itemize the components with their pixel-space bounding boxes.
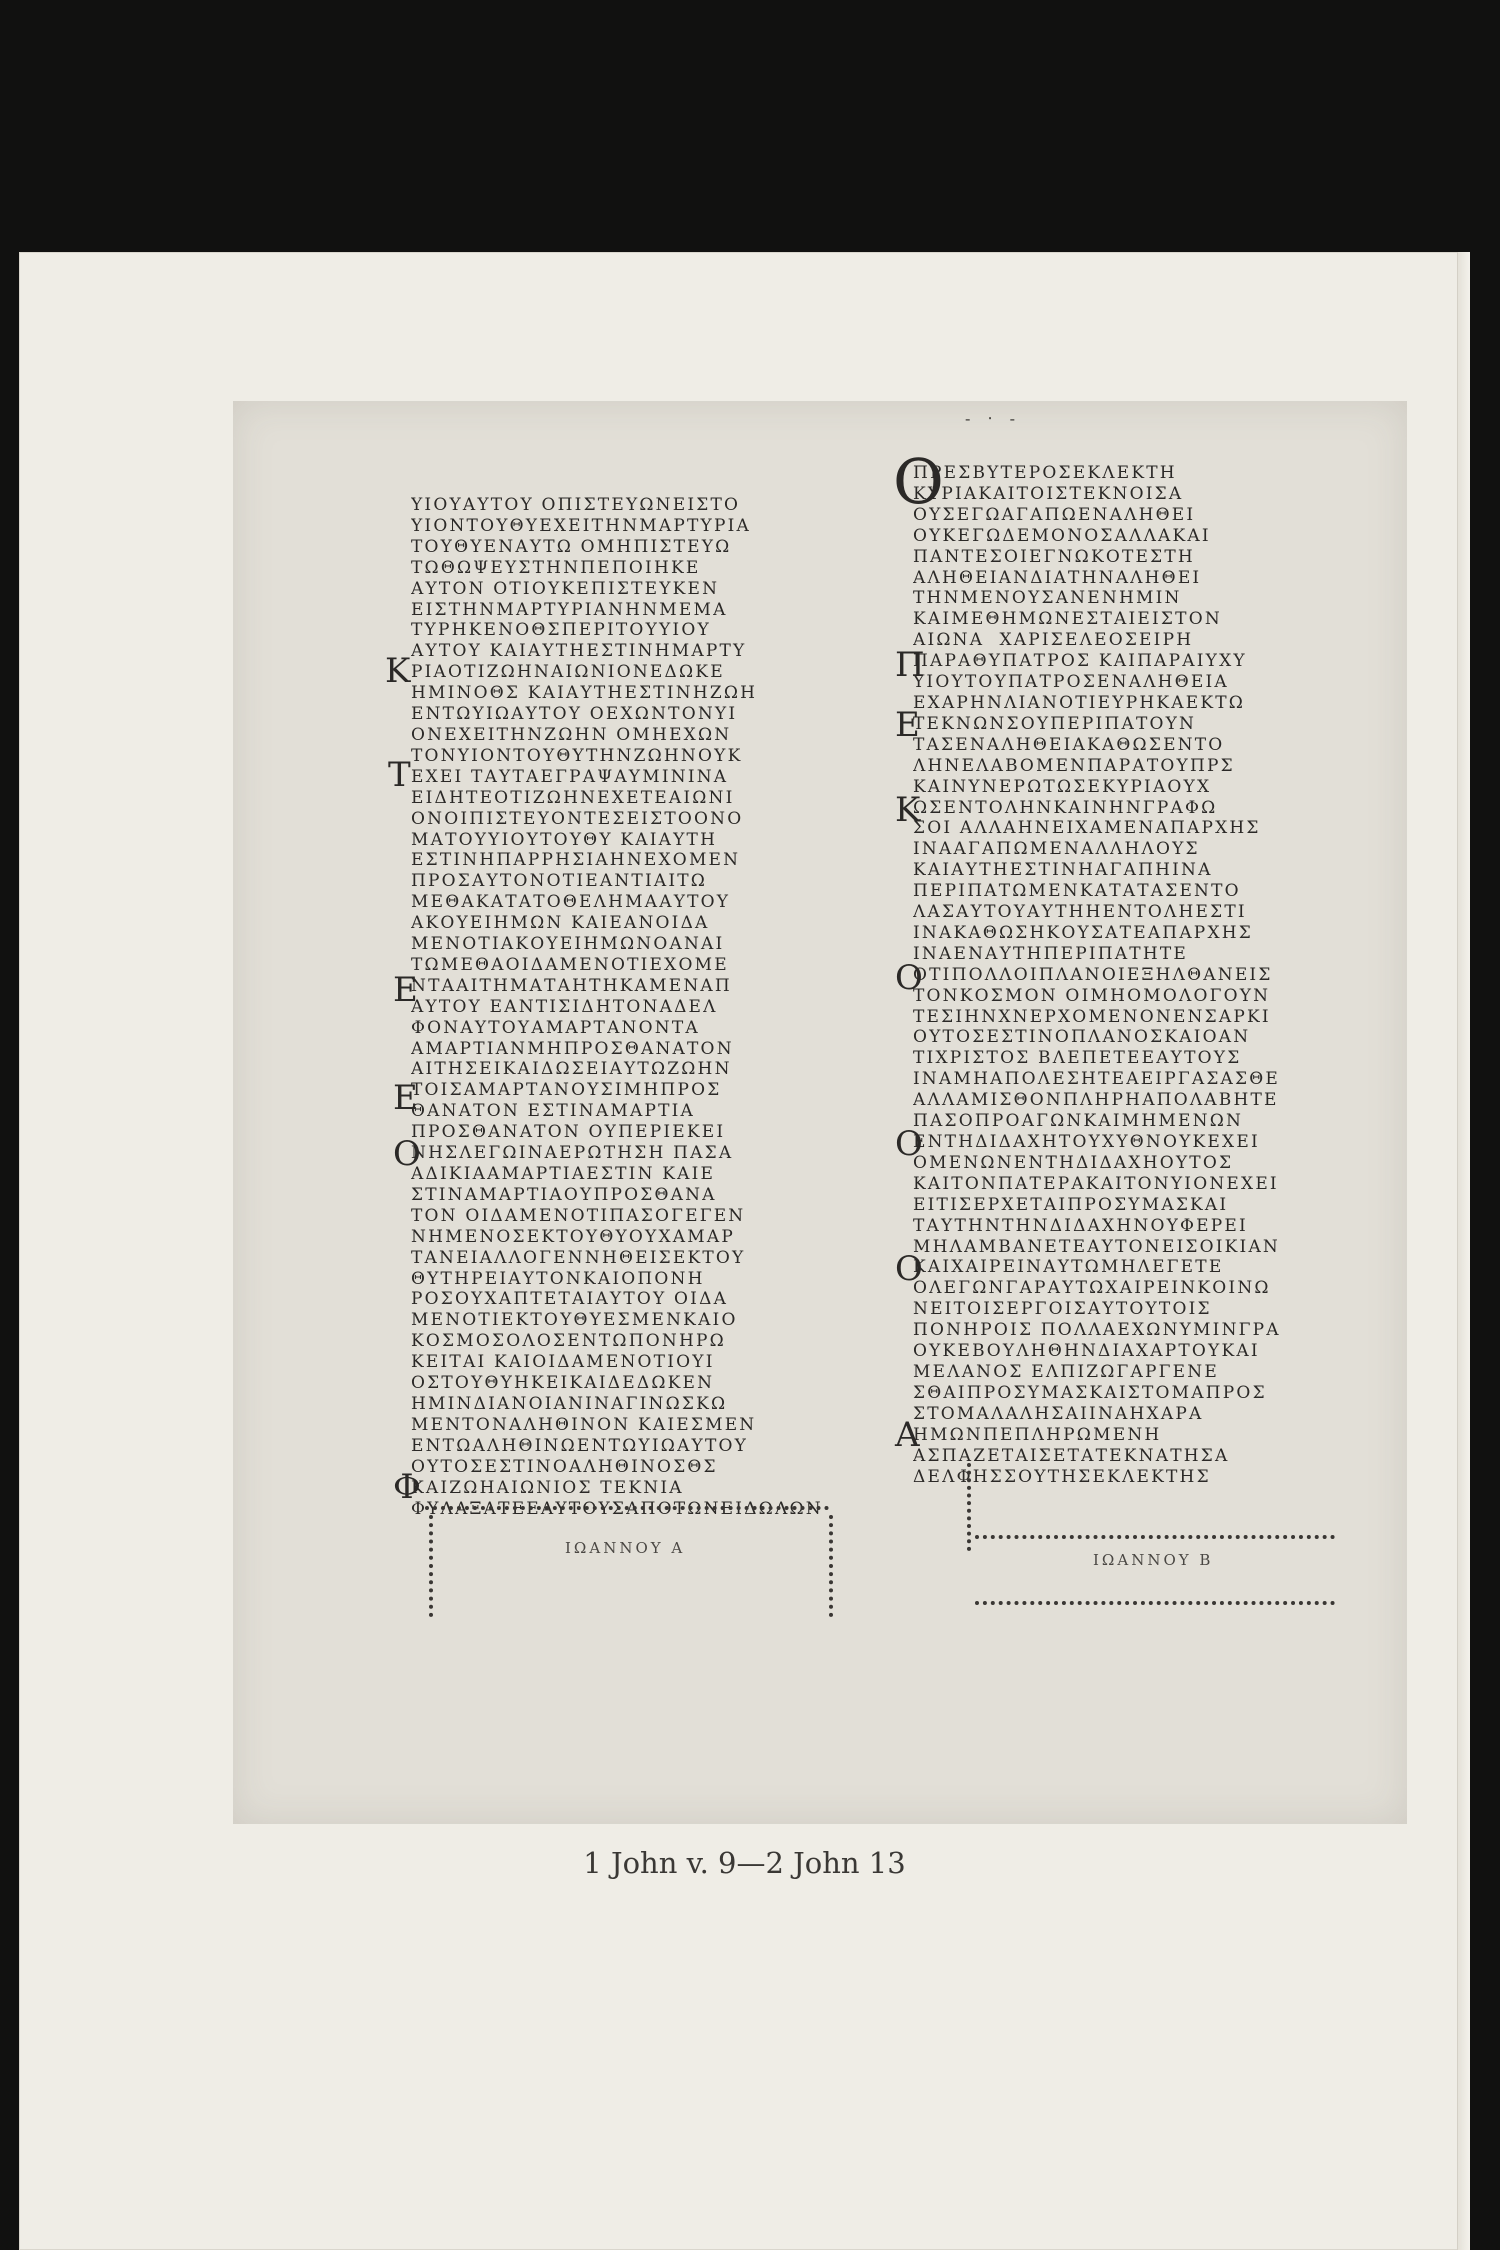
right_column-line: ΕΧΑΡΗΝΛΙΑΝΟΤΙΕΥΡΗΚΑΕΚΤΩ xyxy=(913,692,1246,713)
left_column-line: ΗΜΙΝΟΘΣ ΚΑΙΑΥΤΗΕΣΤΙΝΗΖΩΗ xyxy=(411,683,758,704)
plate-caption: 1 John v. 9—2 John 13 xyxy=(583,1846,906,1880)
left_column-line: ΜΕΝΟΤΙΑΚΟΥΕΙΗΜΩΝΟΑΝΑΙ xyxy=(411,934,725,955)
right_column-line: ΑΙΩΝΑ ΧΑΡΙΣΕΛΕΟΣΕΙΡΗ xyxy=(913,630,1194,651)
manuscript-plate xyxy=(233,401,1407,1824)
right_column-line: ΑΛΗΘΕΙΑΝΔΙΑΤΗΝΑΛΗΘΕΙ xyxy=(913,567,1202,588)
right_column-line: ΟΜΕΝΩΝΕΝΤΗΔΙΔΑΧΗΟΥΤΟΣ xyxy=(913,1152,1234,1173)
left_column-line: ΚΑΙΖΩΗΑΙΩΝΙΟΣ ΤΕΚΝΙΑ xyxy=(411,1477,684,1498)
left_column-line: ΘΥΤΗΡΕΙΑΥΤΟΝΚΑΙΟΠΟΝΗ xyxy=(411,1268,705,1289)
right_column-line: ΙΝΑΕΝΑΥΤΗΠΕΡΙΠΑΤΗΤΕ xyxy=(913,943,1189,964)
right-subscription: ΙΩΑΝΝΟΥ Β xyxy=(1093,1551,1214,1569)
right_column-line: ΠΡΕΣΒΥΤΕΡΟΣΕΚΛΕΚΤΗ xyxy=(913,463,1177,483)
left_column-line: ΤΩΜΕΘΑΟΙΔΑΜΕΝΟΤΙΕΧΟΜΕ xyxy=(411,954,729,975)
right-initial-3: Ε xyxy=(895,705,920,745)
left_column-line: ΑΥΤΟΥ ΚΑΙΑΥΤΗΕΣΤΙΝΗΜΑΡΤΥ xyxy=(411,641,747,662)
right_column-line: ΟΛΕΓΩΝΓΑΡΑΥΤΩΧΑΙΡΕΙΝΚΟΙΝΩ xyxy=(913,1278,1271,1299)
left_column-line: ΟΣΤΟΥΘΥΗΚΕΙΚΑΙΔΕΔΩΚΕΝ xyxy=(411,1373,715,1394)
right_column-line: ΝΕΙΤΟΙΣΕΡΓΟΙΣΑΥΤΟΥΤΟΙΣ xyxy=(913,1299,1212,1320)
left_column-line: ΜΕΝΟΤΙΕΚΤΟΥΘΥΕΣΜΕΝΚΑΙΟ xyxy=(411,1310,738,1331)
right_column-line: ΣΟΙ ΑΛΛΑΗΝΕΙΧΑΜΕΝΑΠΑΡΧΗΣ xyxy=(913,818,1261,839)
left_column-line: ΦΟΝΑΥΤΟΥΑΜΑΡΤΑΝΟΝΤΑ xyxy=(411,1017,700,1038)
left_column-line: ΑΚΟΥΕΙΗΜΩΝ ΚΑΙΕΑΝΟΙΔΑ xyxy=(411,913,710,934)
right_column-line: ΚΑΙΜΕΘΗΜΩΝΕΣΤΑΙΕΙΣΤΟΝ xyxy=(913,609,1222,630)
right_column-line: ΠΕΡΙΠΑΤΩΜΕΝΚΑΤΑΤΑΣΕΝΤΟ xyxy=(913,881,1241,902)
left_column-line: ΕΝΤΩΥΙΩΑΥΤΟΥ ΟΕΧΩΝΤΟΝΥΙ xyxy=(411,704,738,725)
left_column-line: ΑΥΤΟΝ ΟΤΙΟΥΚΕΠΙΣΤΕΥΚΕΝ xyxy=(411,578,720,599)
right_column-line: ΜΕΛΑΝΟΣ ΕΛΠΙΖΩΓΑΡΓΕΝΕ xyxy=(913,1361,1219,1382)
left_column-line: ΕΙΣΤΗΝΜΑΡΤΥΡΙΑΝΗΝΜΕΜΑ xyxy=(411,599,728,620)
right-initial-8: Α xyxy=(895,1415,920,1455)
left_column-line: ΤΟΝΥΙΟΝΤΟΥΘΥΤΗΝΖΩΗΝΟΥΚ xyxy=(411,745,743,766)
right_column-line: ΣΤΟΜΑΛΑΛΗΣΑΙΙΝΑΗΧΑΡΑ xyxy=(913,1403,1204,1424)
right_column-line: ΙΝΑΑΓΑΠΩΜΕΝΑΛΛΗΛΟΥΣ xyxy=(913,839,1200,860)
left-initial-3: Ε xyxy=(393,970,418,1010)
right_column-line: ΗΜΩΝΠΕΠΛΗΡΩΜΕΝΗ xyxy=(913,1424,1162,1445)
right-column-text xyxy=(913,463,1343,1513)
left_column-line: ΠΡΟΣΘΑΝΑΤΟΝ ΟΥΠΕΡΙΕΚΕΙ xyxy=(411,1122,726,1143)
right_column-line: ΟΥΚΕΒΟΥΛΗΘΗΝΔΙΑΧΑΡΤΟΥΚΑΙ xyxy=(913,1341,1260,1362)
right-initial-6: Ο xyxy=(895,1124,923,1164)
left_column-line: ΤΟΙΣΑΜΑΡΤΑΝΟΥΣΙΜΗΠΡΟΣ xyxy=(411,1080,722,1101)
left-subscription-border-left xyxy=(429,1515,433,1617)
right_column-line: ΙΝΑΜΗΑΠΟΛΕΣΗΤΕΑΕΙΡΓΑΣΑΣΘΕ xyxy=(913,1069,1280,1090)
plate-top-mark: - ‧ - xyxy=(965,409,1022,428)
right_column-line: ΚΑΙΤΟΝΠΑΤΕΡΑΚΑΙΤΟΝΥΙΟΝΕΧΕΙ xyxy=(913,1173,1279,1194)
left-subscription: ΙΩΑΝΝΟΥ Α xyxy=(565,1539,686,1557)
right_column-line: ΤΑΣΕΝΑΛΗΘΕΙΑΚΑΘΩΣΕΝΤΟ xyxy=(913,734,1225,755)
right-subscription-border-left xyxy=(967,1463,971,1551)
left_column-line: ΚΟΣΜΟΣΟΛΟΣΕΝΤΩΠΟΝΗΡΩ xyxy=(411,1331,726,1352)
left_column-line: ΥΙΟΥΑΥΤΟΥ ΟΠΙΣΤΕΥΩΝΕΙΣΤΟ xyxy=(411,495,741,515)
left_column-line: ΟΥΤΟΣΕΣΤΙΝΟΑΛΗΘΙΝΟΣΘΣ xyxy=(411,1456,718,1477)
left_column-line: ΕΙΔΗΤΕΟΤΙΖΩΗΝΕΧΕΤΕΑΙΩΝΙ xyxy=(411,787,735,808)
right-initial-7: Ο xyxy=(895,1249,923,1289)
left_column-line: ΕΧΕΙ ΤΑΥΤΑΕΓΡΑΨΑΥΜΙΝΙΝΑ xyxy=(411,766,729,787)
right-initial-1: Ο xyxy=(893,445,944,518)
right_column-line: ΠΑΡΑΘΥΠΑΤΡΟΣ ΚΑΙΠΑΡΑΙΥΧΥ xyxy=(913,651,1247,672)
right-initial-4: Κ xyxy=(895,790,921,830)
left_column-line: ΡΙΑΟΤΙΖΩΗΝΑΙΩΝΙΟΝΕΔΩΚΕ xyxy=(411,662,725,683)
right_column-line: ΟΥΣΕΓΩΑΓΑΠΩΕΝΑΛΗΘΕΙ xyxy=(913,504,1196,525)
left_column-line: ΑΔΙΚΙΑΑΜΑΡΤΙΑΕΣΤΙΝ ΚΑΙΕ xyxy=(411,1164,716,1184)
right_column-line: ΠΑΝΤΕΣΟΙΕΓΝΩΚΟΤΕΣΤΗ xyxy=(913,546,1195,567)
right_column-line: ΕΙΤΙΣΕΡΧΕΤΑΙΠΡΟΣΥΜΑΣΚΑΙ xyxy=(913,1194,1229,1215)
left_column-line: ΝΤΑΑΙΤΗΜΑΤΑΗΤΗΚΑΜΕΝΑΠ xyxy=(411,975,732,996)
right_column-line: ΔΕΛΦΗΣΣΟΥΤΗΣΕΚΛΕΚΤΗΣ xyxy=(913,1466,1211,1487)
left_column-line: ΟΝΟΙΠΙΣΤΕΥΟΝΤΕΣΕΙΣΤΟΟΝΟ xyxy=(411,808,744,829)
left_column-line: ΕΣΤΙΝΗΠΑΡΡΗΣΙΑΗΝΕΧΟΜΕΝ xyxy=(411,850,741,871)
right_column-line: ΚΑΙΑΥΤΗΕΣΤΙΝΗΑΓΑΠΗΙΝΑ xyxy=(913,860,1213,881)
left_column-line: ΝΗΣΛΕΓΩΙΝΑΕΡΩΤΗΣΗ ΠΑΣΑ xyxy=(411,1143,734,1164)
right_column-line: ΛΑΣΑΥΤΟΥΑΥΤΗΗΕΝΤΟΛΗΕΣΤΙ xyxy=(913,902,1247,923)
left-subscription-border-top xyxy=(425,1506,829,1510)
right_column-line: ΤΟΝΚΟΣΜΟΝ ΟΙΜΗΟΜΟΛΟΓΟΥΝ xyxy=(913,985,1271,1006)
right_column-line: ΚΑΙΝΥΝΕΡΩΤΩΣΕΚΥΡΙΑΟΥΧ xyxy=(913,776,1212,797)
right_column-line: ΟΤΙΠΟΛΛΟΙΠΛΑΝΟΙΕΞΗΛΘΑΝΕΙΣ xyxy=(913,964,1273,985)
left_column-line: ΤΩΘΩΨΕΥΣΤΗΝΠΕΠΟΙΗΚΕ xyxy=(411,557,701,578)
left_column-line: ΟΝΕΧΕΙΤΗΝΖΩΗΝ ΟΜΗΕΧΩΝ xyxy=(411,724,732,745)
right_column-line: ΚΥΡΙΑΚΑΙΤΟΙΣΤΕΚΝΟΙΣΑ xyxy=(913,483,1184,504)
right_column-line: ΑΣΠΑΖΕΤΑΙΣΕΤΑΤΕΚΝΑΤΗΣΑ xyxy=(913,1445,1230,1466)
right_column-line: ΥΙΟΥΤΟΥΠΑΤΡΟΣΕΝΑΛΗΘΕΙΑ xyxy=(913,672,1229,693)
right_column-line: ΩΣΕΝΤΟΛΗΝΚΑΙΝΗΝΓΡΑΦΩ xyxy=(913,797,1218,818)
left_column-line: ΦΥΛΑΞΑΤΕΕΑΥΤΟΥΣΑΠΟΤΩΝΕΙΔΩΛΩΝ xyxy=(411,1498,823,1519)
left-initial-1: Κ xyxy=(385,651,411,691)
left_column-line: ΜΕΘΑΚΑΤΑΤΟΘΕΛΗΜΑΑΥΤΟΥ xyxy=(411,892,731,913)
left_column-line: ΤΑΝΕΙΑΛΛΟΓΕΝΝΗΘΕΙΣΕΚΤΟΥ xyxy=(411,1247,746,1268)
left-column-text xyxy=(411,495,831,1545)
right_column-line: ΤΙΧΡΙΣΤΟΣ ΒΛΕΠΕΤΕΕΑΥΤΟΥΣ xyxy=(913,1048,1242,1069)
right_column-line: ΤΑΥΤΗΝΤΗΝΔΙΔΑΧΗΝΟΥΦΕΡΕΙ xyxy=(913,1215,1248,1236)
right_column-line: ΚΑΙΧΑΙΡΕΙΝΑΥΤΩΜΗΛΕΓΕΤΕ xyxy=(913,1257,1224,1278)
right_column-line: ΤΗΝΜΕΝΟΥΣΑΝΕΝΗΜΙΝ xyxy=(913,588,1182,609)
left_column-line: ΘΑΝΑΤΟΝ ΕΣΤΙΝΑΜΑΡΤΙΑ xyxy=(411,1101,696,1122)
left_column-line: ΜΕΝΤΟΝΑΛΗΘΙΝΟΝ ΚΑΙΕΣΜΕΝ xyxy=(411,1414,757,1435)
left_column-line: ΤΟΥΘΥΕΝΑΥΤΩ ΟΜΗΠΙΣΤΕΥΩ xyxy=(411,536,732,557)
right_column-line: ΟΥΚΕΓΩΔΕΜΟΝΟΣΑΛΛΑΚΑΙ xyxy=(913,525,1211,546)
right_column-line: ΠΑΣΟΠΡΟΑΓΩΝΚΑΙΜΗΜΕΝΩΝ xyxy=(913,1111,1244,1132)
left_column-line: ΤΥΡΗΚΕΝΟΘΣΠΕΡΙΤΟΥΥΙΟΥ xyxy=(411,620,711,641)
left_column-line: ΕΝΤΩΑΛΗΘΙΝΩΕΝΤΩΥΙΩΑΥΤΟΥ xyxy=(411,1435,749,1456)
right_column-line: ΛΗΝΕΛΑΒΟΜΕΝΠΑΡΑΤΟΥΠΡΣ xyxy=(913,755,1235,776)
left-initial-4: Ε xyxy=(393,1078,418,1118)
right-initial-5: Ο xyxy=(895,958,923,998)
right_column-line: ΠΟΝΗΡΟΙΣ ΠΟΛΛΑΕΧΩΝΥΜΙΝΓΡΑ xyxy=(913,1320,1281,1341)
right_column-line: ΕΝΤΗΔΙΔΑΧΗΤΟΥΧΥΘΝΟΥΚΕΧΕΙ xyxy=(913,1132,1260,1152)
left_column-line: ΝΗΜΕΝΟΣΕΚΤΟΥΘΥΟΥΧΑΜΑΡ xyxy=(411,1226,735,1247)
left_column-line: ΠΡΟΣΑΥΤΟΝΟΤΙΕΑΝΤΙΑΙΤΩ xyxy=(411,871,708,892)
left_column-line: ΗΜΙΝΔΙΑΝΟΙΑΝΙΝΑΓΙΝΩΣΚΩ xyxy=(411,1393,728,1414)
right_column-line: ΣΘΑΙΠΡΟΣΥΜΑΣΚΑΙΣΤΟΜΑΠΡΟΣ xyxy=(913,1382,1267,1403)
right-subscription-border-top xyxy=(975,1535,1335,1539)
left_column-line: ΥΙΟΝΤΟΥΘΥΕΧΕΙΤΗΝΜΑΡΤΥΡΙΑ xyxy=(411,515,751,536)
right_column-line: ΤΕΣΙΗΝΧΝΕΡΧΟΜΕΝΟΝΕΝΣΑΡΚΙ xyxy=(913,1006,1271,1027)
right-subscription-border-bottom xyxy=(975,1601,1335,1605)
left_column-line: ΜΑΤΟΥΥΙΟΥΤΟΥΘΥ ΚΑΙΑΥΤΗ xyxy=(411,829,718,850)
right_column-line: ΟΥΤΟΣΕΣΤΙΝΟΠΛΑΝΟΣΚΑΙΟΑΝ xyxy=(913,1027,1251,1048)
right_column-line: ΤΕΚΝΩΝΣΟΥΠΕΡΙΠΑΤΟΥΝ xyxy=(913,713,1197,734)
left_column-line: ΤΟΝ ΟΙΔΑΜΕΝΟΤΙΠΑΣΟΓΕΓΕΝ xyxy=(411,1205,746,1226)
left-initial-5: Ο xyxy=(393,1134,421,1174)
right-initial-2: Π xyxy=(895,645,925,685)
right_column-line: ΜΗΛΑΜΒΑΝΕΤΕΑΥΤΟΝΕΙΣΟΙΚΙΑΝ xyxy=(913,1236,1281,1257)
left_column-line: ΡΟΣΟΥΧΑΠΤΕΤΑΙΑΥΤΟΥ ΟΙΔΑ xyxy=(411,1289,729,1310)
left-initial-2: Τ xyxy=(388,755,411,795)
left_column-line: ΑΥΤΟΥ ΕΑΝΤΙΣΙΔΗΤΟΝΑΔΕΛ xyxy=(411,996,718,1017)
book-page xyxy=(19,252,1470,2250)
left_column-line: ΑΜΑΡΤΙΑΝΜΗΠΡΟΣΘΑΝΑΤΟΝ xyxy=(411,1038,734,1059)
left_column-line: ΣΤΙΝΑΜΑΡΤΙΑΟΥΠΡΟΣΘΑΝΑ xyxy=(411,1184,717,1205)
left-initial-6: Φ xyxy=(393,1467,421,1507)
page-edge xyxy=(1457,252,1470,2250)
left_column-line: ΚΕΙΤΑΙ ΚΑΙΟΙΔΑΜΕΝΟΤΙΟΥΙ xyxy=(411,1352,715,1373)
right_column-line: ΑΛΛΑΜΙΣΘΟΝΠΛΗΡΗΑΠΟΛΑΒΗΤΕ xyxy=(913,1090,1279,1111)
left-subscription-border-right xyxy=(829,1515,833,1617)
right_column-line: ΙΝΑΚΑΘΩΣΗΚΟΥΣΑΤΕΑΠΑΡΧΗΣ xyxy=(913,922,1253,943)
left_column-line: ΑΙΤΗΣΕΙΚΑΙΔΩΣΕΙΑΥΤΩΖΩΗΝ xyxy=(411,1059,732,1080)
